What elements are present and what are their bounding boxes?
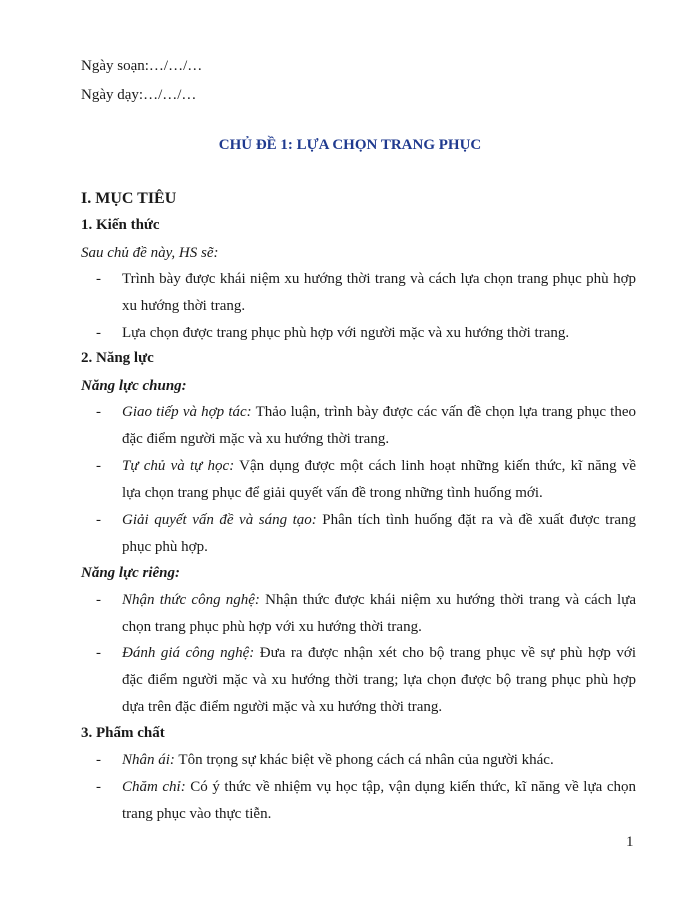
- item-text: Có ý thức về nhiệm vụ học tập, vận dụng kiến thức, kĩ năng về lựa chọn: [185, 779, 636, 795]
- list-item-continued: đặc điểm người mặc và xu hướng thời trang.: [122, 431, 390, 447]
- item-label: Giao tiếp và hợp tác:: [122, 404, 252, 420]
- list-item: [122, 645, 636, 662]
- list-item: [122, 779, 636, 796]
- heading-nang-luc-rieng: Năng lực riêng:: [81, 565, 180, 581]
- heading-kien-thuc: 1. Kiến thức: [81, 217, 160, 233]
- item-label: Giải quyết vấn đề và sáng tạo:: [122, 512, 317, 528]
- bullet-dash: -: [96, 512, 101, 528]
- heading-nang-luc-chung: Năng lực chung:: [81, 378, 187, 394]
- list-item-continued: chọn trang phục phù hợp với xu hướng thời trang.: [122, 619, 422, 635]
- list-item-continued: xu hướng thời trang.: [122, 298, 246, 314]
- bullet-dash: -: [96, 779, 101, 795]
- item-label: Nhận thức công nghệ:: [122, 592, 260, 608]
- bullet-dash: -: [96, 645, 101, 661]
- list-item: [122, 592, 636, 609]
- list-item: [122, 404, 636, 421]
- list-item-continued: phục phù hợp.: [122, 539, 208, 555]
- bullet-dash: -: [96, 592, 101, 608]
- item-text: Vận dụng được một cách linh hoạt những kiến thức, kĩ năng về: [234, 458, 636, 474]
- item-label: Đánh giá công nghệ:: [122, 645, 255, 661]
- bullet-dash: -: [96, 752, 101, 768]
- ngay-soan: Ngày soạn:…/…/…: [81, 58, 203, 74]
- bullet-dash: -: [96, 458, 101, 474]
- page-title: CHỦ ĐỀ 1: LỰA CHỌN TRANG PHỤC: [218, 137, 482, 153]
- item-label: Tự chủ và tự học:: [122, 458, 235, 474]
- bullet-dash: -: [96, 325, 101, 341]
- list-item: Lựa chọn được trang phục phù hợp với người mặc và xu hướng thời trang.: [122, 325, 570, 341]
- item-text: Đưa ra được nhận xét cho bộ trang phục về sự phù hợp với: [254, 645, 636, 661]
- page-number: 1: [626, 834, 634, 850]
- list-item-continued: dựa trên đặc điểm người mặc và xu hướng thời trang.: [122, 699, 443, 715]
- list-item-continued: đặc điểm người mặc và xu hướng thời trang; lựa chọn được bộ trang phục phù hợp: [122, 672, 636, 688]
- list-item: [122, 512, 636, 529]
- list-item: [122, 458, 636, 475]
- item-text: Nhận thức được khái niệm xu hướng thời trang và cách lựa: [259, 592, 637, 608]
- intro-text: Sau chủ đề này, HS sẽ:: [81, 245, 219, 261]
- heading-nang-luc: 2. Năng lực: [81, 350, 154, 366]
- item-text: Tôn trọng sự khác biệt về phong cách cá nhân của người khác.: [174, 752, 554, 768]
- bullet-dash: -: [96, 404, 101, 420]
- ngay-day: Ngày dạy:…/…/…: [81, 87, 197, 103]
- item-text: Thảo luận, trình bày được các vấn đề chọn lựa trang phục theo: [251, 404, 636, 420]
- item-text: Phân tích tình huống đặt ra và đề xuất được trang: [316, 512, 636, 528]
- list-item-continued: lựa chọn trang phục để giải quyết vấn đề trong những tình huống mới.: [122, 485, 543, 501]
- list-item: Trình bày được khái niệm xu hướng thời trang và cách lựa chọn trang phục phù hợp: [122, 271, 636, 287]
- list-item: [122, 752, 636, 769]
- item-label: Chăm chỉ:: [122, 779, 186, 795]
- bullet-dash: -: [96, 271, 101, 287]
- section-heading-muc-tieu: I. MỤC TIÊU: [81, 190, 177, 207]
- list-item-continued: trang phục vào thực tiễn.: [122, 806, 272, 822]
- heading-pham-chat: 3. Phẩm chất: [81, 725, 165, 741]
- item-label: Nhân ái:: [122, 752, 175, 768]
